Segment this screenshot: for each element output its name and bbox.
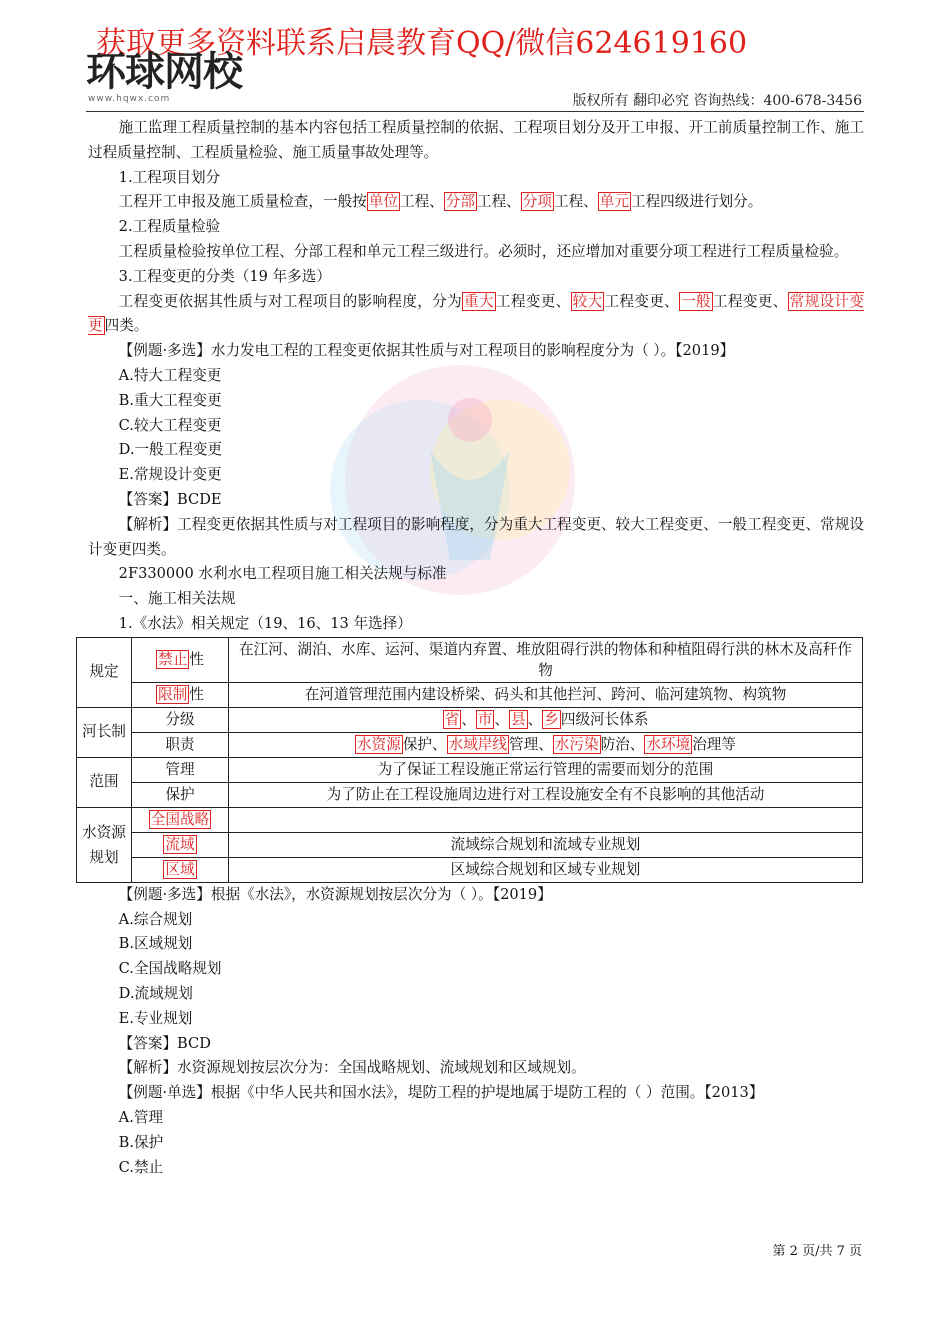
- question-option: A.管理: [118, 1108, 164, 1126]
- section-heading: 一、施工相关法规: [118, 590, 236, 608]
- question-option: C.较大工程变更: [118, 416, 222, 434]
- key-term: 较大: [572, 292, 603, 310]
- question-option: B.区域规划: [118, 935, 193, 953]
- question-option: D.一般工程变更: [118, 441, 223, 459]
- question-analysis: 【解析】工程变更依据其性质与对工程项目的影响程度，分为重大工程变更、较大工程变更、一般工程变更、常规设计变更四类。: [88, 515, 864, 558]
- table-cell: 全国战略: [132, 807, 229, 832]
- chapter-heading: 2F330000 水利水电工程项目施工相关法规与标准: [118, 565, 447, 583]
- table-cell: 水资源 保护、 水域岸线 管理、 水污染 防治、 水环境 治理等: [229, 732, 863, 757]
- section-title: 2.工程质量检验: [118, 218, 221, 236]
- section-title: 3.工程变更的分类（19 年多选）: [118, 267, 331, 285]
- table-row: [77, 757, 863, 782]
- table-row: [77, 637, 863, 682]
- question-option: B.重大工程变更: [118, 391, 222, 409]
- table-cell: 流域: [132, 832, 229, 857]
- key-term: 常规设计变更: [88, 292, 864, 335]
- table-cell: 水资源规划: [77, 807, 132, 882]
- table-row: [77, 732, 863, 757]
- subsection-heading: 1.《水法》相关规定（19、16、13 年选择）: [118, 614, 412, 632]
- table-cell: 范围: [77, 757, 132, 807]
- question-option: D.流域规划: [118, 984, 193, 1002]
- document-body: [82, 116, 864, 1180]
- table-cell: 在江河、湖泊、水库、运河、渠道内弃置、堆放阻碍行洪的物体和种植阻碍行洪的林木及高秆作物: [229, 637, 863, 682]
- header-rights: 版权所有 翻印必究 咨询热线：400-678-3456: [572, 93, 862, 109]
- table-cell: 河长制: [77, 707, 132, 757]
- table-cell: 保护: [132, 782, 229, 807]
- question-option: B.保护: [118, 1133, 164, 1151]
- question-stem: 【例题·单选】根据《中华人民共和国水法》，堤防工程的护堤地属于堤防工程的（ ）范围。【2013】: [118, 1084, 764, 1102]
- table-cell: 规定: [77, 637, 132, 707]
- table-cell: 流域综合规划和流域专业规划: [229, 832, 863, 857]
- table-row: [77, 857, 863, 882]
- question-option: E.专业规划: [118, 1009, 193, 1027]
- question-stem: 【例题·多选】水力发电工程的工程变更依据其性质与对工程项目的影响程度分为（ ）。【2019】: [118, 342, 735, 360]
- question-option: A.特大工程变更: [118, 366, 222, 384]
- table-cell: 在河道管理范围内建设桥梁、码头和其他拦河、跨河、临河建筑物、构筑物: [229, 682, 863, 707]
- intro-paragraph: 施工监理工程质量控制的基本内容包括工程质量控制的依据、工程项目划分及开工申报、开工前质量控制工作、施工过程质量控制、工程质量检验、施工质量事故处理等。: [88, 119, 864, 161]
- table-cell: 管理: [132, 757, 229, 782]
- logo-url: www.hqwx.com: [88, 94, 171, 104]
- table-cell: 禁止 性: [132, 637, 229, 682]
- page-number: 第 2 页/共 7 页: [772, 1244, 862, 1259]
- table-cell: 为了防止在工程设施周边进行对工程设施安全有不良影响的其他活动: [229, 782, 863, 807]
- table-cell: 为了保证工程设施正常运行管理的需要而划分的范围: [229, 757, 863, 782]
- table-row: [77, 682, 863, 707]
- table-cell: 分级: [132, 707, 229, 732]
- table-cell: 职责: [132, 732, 229, 757]
- table-row: [77, 832, 863, 857]
- question-stem: 【例题·多选】根据《水法》，水资源规划按层次分为（ ）。【2019】: [118, 885, 552, 903]
- table-cell: 限制 性: [132, 682, 229, 707]
- question-answer: 【答案】BCD: [118, 1034, 211, 1052]
- question-option: E.常规设计变更: [118, 466, 222, 484]
- key-term: 单元: [599, 193, 629, 211]
- question-answer: 【答案】BCDE: [118, 490, 222, 508]
- question-option: C.全国战略规划: [118, 960, 222, 978]
- key-term: 单位: [368, 193, 398, 211]
- table-row: [77, 807, 863, 832]
- key-term: 一般: [681, 292, 711, 310]
- change-classification-paragraph: 工程变更依据其性质与对工程项目的影响程度，分为 重大 工程变更、 较大 工程变更、 一般 工程变更、 常规设计变更 四类。: [88, 292, 864, 335]
- key-term: 分项: [522, 193, 552, 211]
- key-term: 重大: [464, 292, 494, 310]
- table-cell: 区域综合规划和区域专业规划: [229, 857, 863, 882]
- table-cell: 区域: [132, 857, 229, 882]
- table-row: [77, 782, 863, 807]
- table-cell: [229, 807, 863, 832]
- section-title: 1.工程项目划分: [118, 168, 221, 186]
- promo-banner: 获取更多资料联系启晨教育QQ/微信624619160: [96, 26, 748, 61]
- project-division-paragraph: 工程开工申报及施工质量检查，一般按 单位 工程、 分部 工程、 分项 工程、 单元 工程四级进行划分。: [118, 193, 763, 211]
- site-logo: 环球网校: [86, 49, 242, 95]
- question-analysis: 【解析】水资源规划按层次分为：全国战略规划、流域规划和区域规划。: [118, 1059, 586, 1077]
- water-law-table: [76, 637, 863, 883]
- header-divider: [86, 111, 864, 112]
- table-cell: 省 、 市 、 县 、 乡 四级河长体系: [229, 707, 863, 732]
- table-row: [77, 707, 863, 732]
- quality-inspection-paragraph: 工程质量检验按单位工程、分部工程和单元工程三级进行。必须时，还应增加对重要分项工程进行工程质量检验。: [118, 242, 849, 260]
- key-term: 分部: [445, 193, 475, 211]
- question-option: A.综合规划: [118, 910, 193, 928]
- question-option: C.禁止: [118, 1158, 164, 1176]
